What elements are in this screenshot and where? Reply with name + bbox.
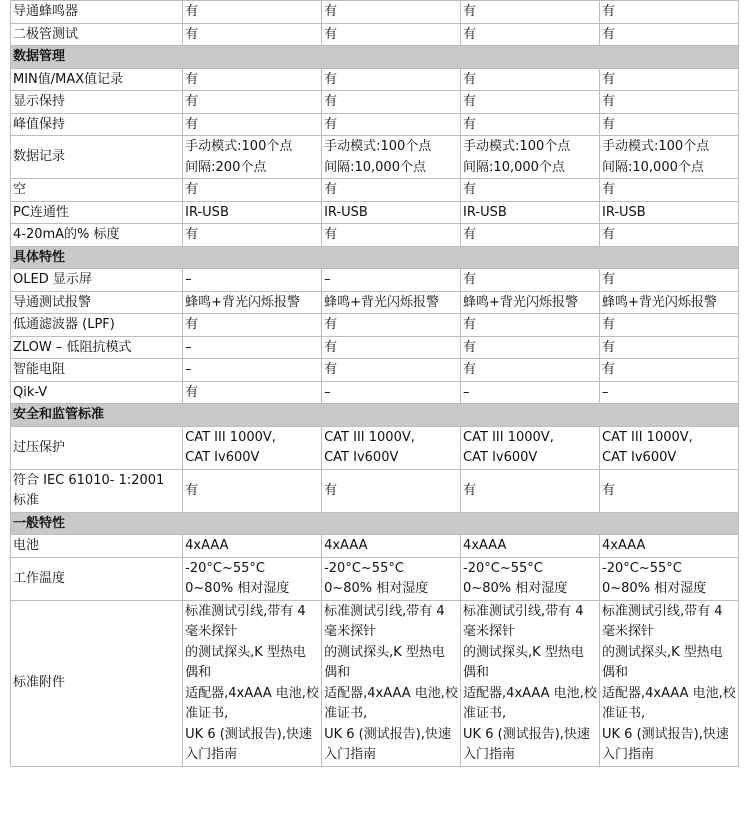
spec-label: ZLOW – 低阻抗模式: [11, 336, 183, 359]
spec-value-model-4: 标准测试引线,带有 4 毫米探针 的测试探头,K 型热电 偶和 适配器,4xAAA 电池,校 准证书, UK 6 (测试报告),快速 入门指南: [600, 600, 739, 766]
spec-value-model-2: 有: [322, 314, 461, 337]
spec-label: Qik-V: [11, 381, 183, 404]
spec-value-model-1: 有: [183, 23, 322, 46]
spec-value-model-3: 标准测试引线,带有 4 毫米探针 的测试探头,K 型热电 偶和 适配器,4xAAA 电池,校 准证书, UK 6 (测试报告),快速 入门指南: [461, 600, 600, 766]
spec-row: [11, 359, 739, 382]
spec-value-model-3: -20°C~55°C 0~80% 相对湿度: [461, 557, 600, 600]
spec-value-model-2: 有: [322, 359, 461, 382]
spec-value-model-2: CAT III 1000V, CAT Iv600V: [322, 426, 461, 469]
spec-value-model-2: 有: [322, 1, 461, 24]
spec-value-model-4: CAT III 1000V, CAT Iv600V: [600, 426, 739, 469]
spec-row: [11, 535, 739, 558]
spec-label: 导通蜂鸣器: [11, 1, 183, 24]
spec-value-model-3: 有: [461, 269, 600, 292]
spec-value-model-3: 手动模式:100个点 间隔:10,000个点: [461, 136, 600, 179]
spec-value-model-4: 有: [600, 269, 739, 292]
spec-value-model-1: –: [183, 359, 322, 382]
spec-label: 导通测试报警: [11, 291, 183, 314]
spec-value-model-1: IR-USB: [183, 201, 322, 224]
spec-value-model-3: –: [461, 381, 600, 404]
section-title: 具体特性: [11, 246, 739, 269]
spec-value-model-2: 标准测试引线,带有 4 毫米探针 的测试探头,K 型热电 偶和 适配器,4xAAA 电池,校 准证书, UK 6 (测试报告),快速 入门指南: [322, 600, 461, 766]
spec-table-body: [11, 1, 739, 767]
spec-value-model-1: 有: [183, 381, 322, 404]
spec-label: 低通滤波器 (LPF): [11, 314, 183, 337]
spec-label: MIN值/MAX值记录: [11, 68, 183, 91]
spec-value-model-3: 蜂鸣+背光闪烁报警: [461, 291, 600, 314]
spec-value-model-1: 有: [183, 113, 322, 136]
spec-value-model-3: IR-USB: [461, 201, 600, 224]
spec-value-model-2: 有: [322, 68, 461, 91]
spec-label: 智能电阻: [11, 359, 183, 382]
spec-value-model-3: 有: [461, 91, 600, 114]
spec-row: [11, 600, 739, 766]
section-title: 安全和监管标准: [11, 404, 739, 427]
spec-value-model-2: 有: [322, 224, 461, 247]
section-title: 一般特性: [11, 512, 739, 535]
spec-value-model-3: 有: [461, 224, 600, 247]
spec-value-model-1: 蜂鸣+背光闪烁报警: [183, 291, 322, 314]
spec-value-model-1: 4xAAA: [183, 535, 322, 558]
spec-value-model-3: 有: [461, 359, 600, 382]
spec-value-model-3: 有: [461, 68, 600, 91]
spec-value-model-2: 有: [322, 179, 461, 202]
spec-row: [11, 269, 739, 292]
spec-label: OLED 显示屏: [11, 269, 183, 292]
spec-value-model-3: 4xAAA: [461, 535, 600, 558]
spec-value-model-1: 手动模式:100个点 间隔:200个点: [183, 136, 322, 179]
spec-value-model-4: 有: [600, 469, 739, 512]
spec-value-model-3: CAT III 1000V, CAT Iv600V: [461, 426, 600, 469]
spec-value-model-4: –: [600, 381, 739, 404]
spec-value-model-2: 手动模式:100个点 间隔:10,000个点: [322, 136, 461, 179]
spec-label: 空: [11, 179, 183, 202]
section-header-row: [11, 512, 739, 535]
spec-value-model-4: 有: [600, 68, 739, 91]
spec-row: [11, 314, 739, 337]
spec-label: 过压保护: [11, 426, 183, 469]
spec-value-model-4: 有: [600, 179, 739, 202]
spec-value-model-2: 有: [322, 336, 461, 359]
spec-value-model-4: 有: [600, 336, 739, 359]
spec-label: 电池: [11, 535, 183, 558]
spec-value-model-4: 有: [600, 1, 739, 24]
spec-value-model-2: 有: [322, 23, 461, 46]
spec-row: [11, 179, 739, 202]
spec-row: [11, 224, 739, 247]
spec-value-model-4: 有: [600, 113, 739, 136]
spec-row: [11, 201, 739, 224]
spec-value-model-4: 手动模式:100个点 间隔:10,000个点: [600, 136, 739, 179]
spec-label: 4-20mA的% 标度: [11, 224, 183, 247]
spec-value-model-1: 有: [183, 179, 322, 202]
spec-value-model-3: 有: [461, 1, 600, 24]
spec-value-model-2: 有: [322, 469, 461, 512]
spec-value-model-4: -20°C~55°C 0~80% 相对湿度: [600, 557, 739, 600]
spec-row: [11, 1, 739, 24]
spec-row: [11, 381, 739, 404]
section-header-row: [11, 246, 739, 269]
spec-value-model-2: 有: [322, 91, 461, 114]
section-header-row: [11, 46, 739, 69]
spec-value-model-1: 标准测试引线,带有 4 毫米探针 的测试探头,K 型热电 偶和 适配器,4xAAA 电池,校 准证书, UK 6 (测试报告),快速 入门指南: [183, 600, 322, 766]
spec-value-model-3: 有: [461, 113, 600, 136]
spec-row: [11, 291, 739, 314]
spec-row: [11, 23, 739, 46]
spec-row: [11, 68, 739, 91]
spec-label: 二极管测试: [11, 23, 183, 46]
spec-value-model-1: 有: [183, 68, 322, 91]
spec-value-model-1: 有: [183, 1, 322, 24]
spec-value-model-2: –: [322, 269, 461, 292]
spec-value-model-1: -20°C~55°C 0~80% 相对湿度: [183, 557, 322, 600]
spec-value-model-1: –: [183, 269, 322, 292]
spec-value-model-4: 有: [600, 314, 739, 337]
spec-value-model-2: IR-USB: [322, 201, 461, 224]
spec-label: 数据记录: [11, 136, 183, 179]
spec-label: 显示保持: [11, 91, 183, 114]
spec-row: [11, 113, 739, 136]
spec-value-model-2: –: [322, 381, 461, 404]
spec-value-model-2: 蜂鸣+背光闪烁报警: [322, 291, 461, 314]
spec-value-model-3: 有: [461, 23, 600, 46]
spec-label: 符合 IEC 61010- 1:2001 标准: [11, 469, 183, 512]
spec-value-model-1: 有: [183, 91, 322, 114]
spec-row: [11, 336, 739, 359]
spec-value-model-1: 有: [183, 469, 322, 512]
spec-value-model-3: 有: [461, 314, 600, 337]
spec-value-model-4: 有: [600, 359, 739, 382]
spec-value-model-3: 有: [461, 179, 600, 202]
spec-value-model-1: 有: [183, 314, 322, 337]
spec-row: [11, 469, 739, 512]
spec-label: 标准附件: [11, 600, 183, 766]
spec-value-model-2: 4xAAA: [322, 535, 461, 558]
spec-value-model-1: 有: [183, 224, 322, 247]
spec-row: [11, 426, 739, 469]
spec-value-model-3: 有: [461, 469, 600, 512]
spec-label: 工作温度: [11, 557, 183, 600]
spec-label: PC连通性: [11, 201, 183, 224]
spec-row: [11, 136, 739, 179]
section-title: 数据管理: [11, 46, 739, 69]
spec-value-model-3: 有: [461, 336, 600, 359]
spec-row: [11, 557, 739, 600]
spec-value-model-4: 蜂鸣+背光闪烁报警: [600, 291, 739, 314]
spec-value-model-2: 有: [322, 113, 461, 136]
spec-value-model-4: 4xAAA: [600, 535, 739, 558]
section-header-row: [11, 404, 739, 427]
spec-label: 峰值保持: [11, 113, 183, 136]
spec-row: [11, 91, 739, 114]
spec-table: [10, 0, 739, 767]
spec-value-model-4: 有: [600, 23, 739, 46]
spec-value-model-4: 有: [600, 91, 739, 114]
spec-value-model-4: 有: [600, 224, 739, 247]
spec-value-model-1: –: [183, 336, 322, 359]
spec-value-model-2: -20°C~55°C 0~80% 相对湿度: [322, 557, 461, 600]
spec-value-model-1: CAT III 1000V, CAT Iv600V: [183, 426, 322, 469]
spec-value-model-4: IR-USB: [600, 201, 739, 224]
